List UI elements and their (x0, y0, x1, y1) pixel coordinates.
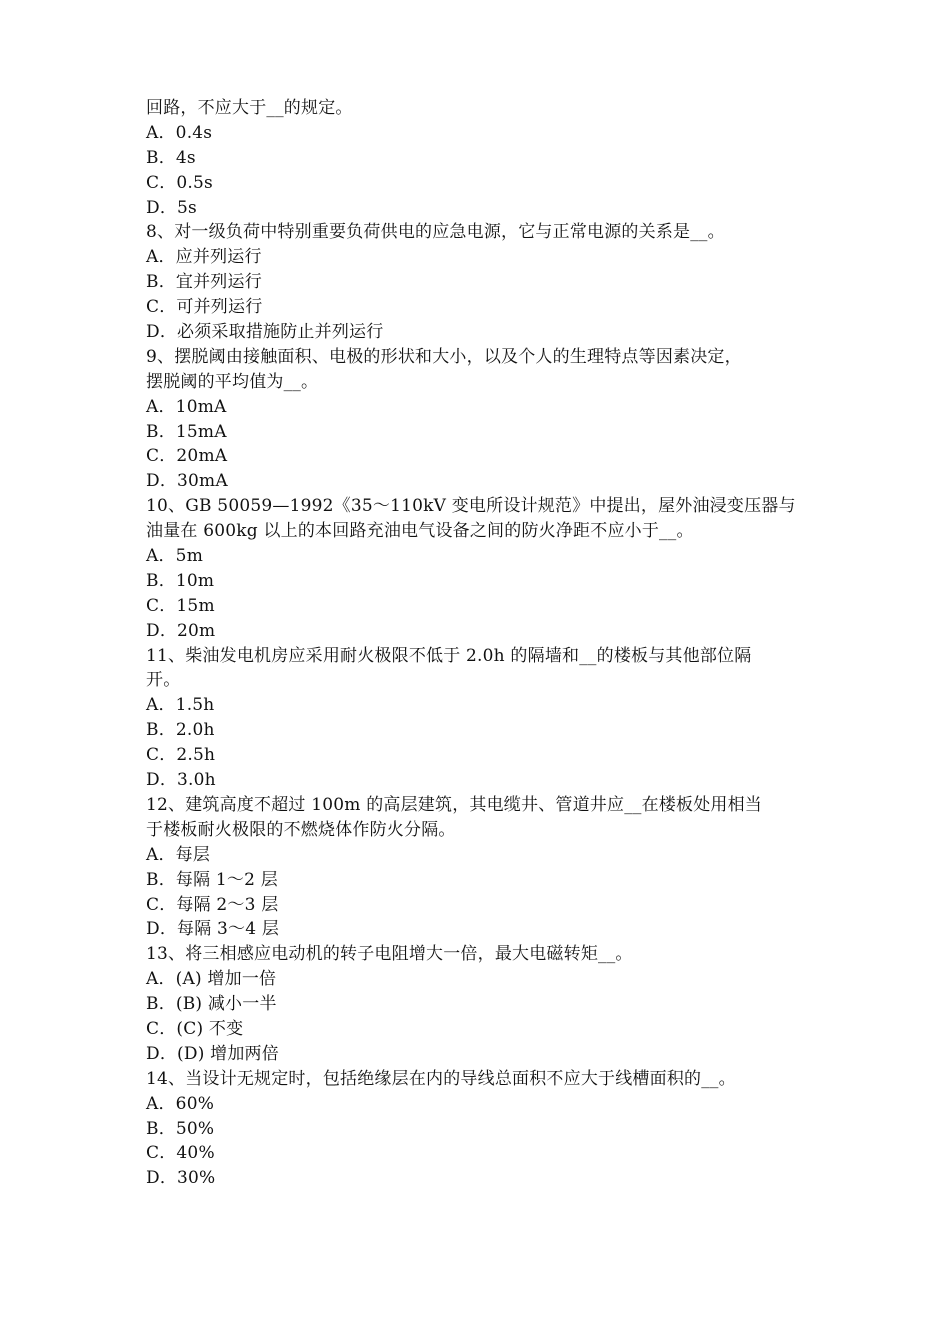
option-b: B．4s (146, 147, 196, 168)
option-b: B．10m (146, 570, 215, 591)
option-c: C．15m (146, 595, 215, 616)
option-d: D．每隔 3～4 层 (146, 919, 280, 940)
question-12 (146, 793, 826, 942)
question-text: 8、对一级负荷中特别重要负荷供电的应急电源，它与正常电源的关系是__。 (146, 222, 725, 243)
option-a: A．0.4s (146, 122, 213, 143)
option-b: B．宜并列运行 (146, 272, 262, 293)
question-text: 10、GB 50059—1992《35～110kV 变电所设计规范》中提出，屋外油浸变压器与 (146, 496, 796, 517)
option-c: C．40% (146, 1143, 215, 1164)
option-d: D．5s (146, 197, 197, 218)
option-b: B．每隔 1～2 层 (146, 869, 278, 890)
option-d: D．30% (146, 1168, 216, 1189)
option-c: C．可并列运行 (146, 297, 263, 318)
question-text-continued: 开。 (146, 670, 181, 691)
question-text: 11、柴油发电机房应采用耐火极限不低于 2.0h 的隔墙和__的楼板与其他部位隔 (146, 645, 752, 666)
option-b: B．2.0h (146, 720, 215, 741)
question-9 (146, 345, 826, 494)
document-page (146, 96, 826, 1191)
question-text-continued: 摆脱阈的平均值为__。 (146, 371, 319, 392)
question-text: 9、摆脱阈由接触面积、电极的形状和大小，以及个人的生理特点等因素决定， (146, 346, 742, 367)
option-d: D．20m (146, 620, 216, 641)
question-8 (146, 220, 826, 344)
question-text-continued: 油量在 600kg 以上的本回路充油电气设备之间的防火净距不应小于__。 (146, 521, 694, 542)
option-a: A．1.5h (146, 695, 215, 716)
option-a: A．60% (146, 1093, 215, 1114)
option-d: D．3.0h (146, 770, 216, 791)
option-c: C．0.5s (146, 172, 213, 193)
option-c: C．(C) 不变 (146, 1018, 244, 1039)
option-d: D．(D) 增加两倍 (146, 1043, 279, 1064)
question-text-continued: 于楼板耐火极限的不燃烧体作防火分隔。 (146, 819, 456, 840)
option-b: B．50% (146, 1118, 215, 1139)
question-text: 14、当设计无规定时，包括绝缘层在内的导线总面积不应大于线槽面积的__。 (146, 1068, 736, 1089)
option-c: C．2.5h (146, 745, 216, 766)
option-a: A．5m (146, 546, 204, 567)
option-a: A．10mA (146, 396, 227, 417)
question-fragment (146, 96, 826, 220)
question-11 (146, 644, 826, 793)
question-14 (146, 1067, 826, 1191)
option-b: B．15mA (146, 421, 227, 442)
question-13 (146, 942, 826, 1066)
option-c: C．20mA (146, 446, 228, 467)
option-b: B．(B) 减小一半 (146, 994, 277, 1015)
option-a: A．应并列运行 (146, 247, 262, 268)
question-10 (146, 494, 826, 643)
option-c: C．每隔 2～3 层 (146, 894, 279, 915)
question-text: 12、建筑高度不超过 100m 的高层建筑，其电缆井、管道井应__在楼板处用相当 (146, 794, 763, 815)
question-text: 13、将三相感应电动机的转子电阻增大一倍，最大电磁转矩__。 (146, 944, 633, 965)
option-d: D．30mA (146, 471, 228, 492)
option-d: D．必须采取措施防止并列运行 (146, 322, 384, 343)
option-a: A．每层 (146, 844, 211, 865)
question-text: 回路，不应大于__的规定。 (146, 98, 353, 118)
option-a: A．(A) 增加一倍 (146, 969, 277, 990)
